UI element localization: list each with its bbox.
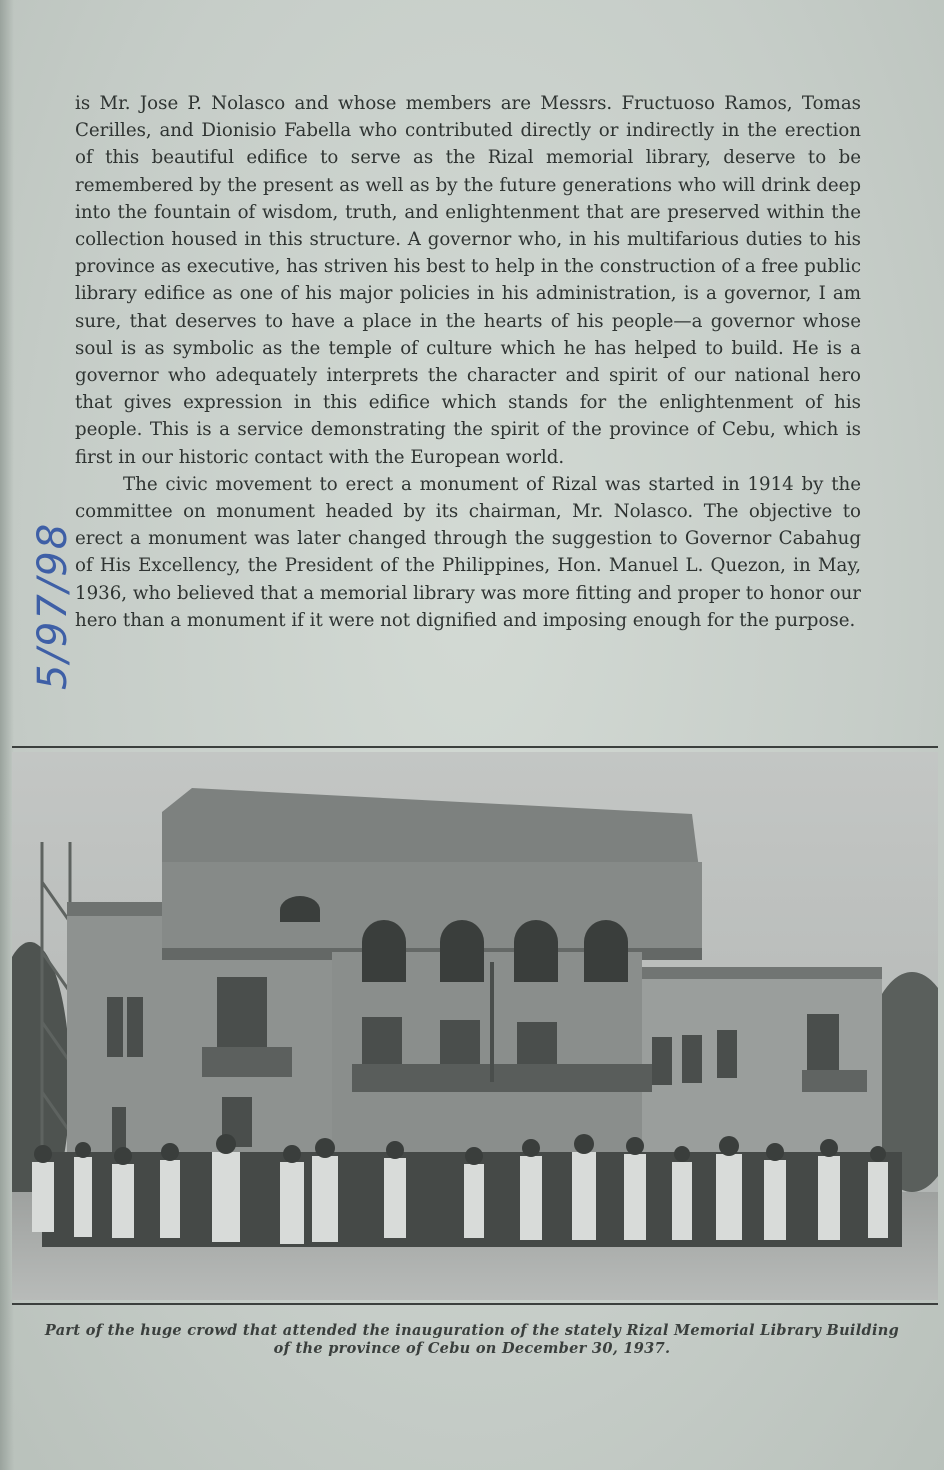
photo-top-rule [12,746,938,748]
body-text [75,90,861,634]
paragraph-1: is Mr. Jose P. Nolasco and whose members are Messrs. Fructuoso Ramos, Tomas Cerilles, and Dionisio Fabella who contributed directly or indirectly in the erection of this beautiful edifice to serve as the Rizal memorial library, deserve to be remembered by the present as well as by the future generations who will drink deep into the fountain of wisdom, truth, and enlightenment that are preserved within the collection housed in this structure. A governor who, in his multifarious duties to his province as executive, has striven his best to help in the construction of a free public library edifice as one of his major policies in his administration, is a governor, I am sure, that deserves to have a place in the hearts of his people—a governor whose soul is as symbolic as the temple of culture which he has helped to build. He is a governor who adequately interprets the character and spirit of our national hero that gives expression in this edifice which stands for the enlightenment of his people. This is a service demonstrating the spirit of the province of Cebu, which is first in our historic contact with the European world. [75,93,861,468]
photo-caption: Part of the huge crowd that attended the inauguration of the stately Rizal Memorial Library Building of the province of Cebu on December 30, 1937. [44,1322,900,1357]
paragraph-2: The civic movement to erect a monument of Rizal was started in 1914 by the committee on monument headed by its chairman, Mr. Nolasco. The objective to erect a monument was later changed through the suggestion to Governor Cabahug of His Excellency, the President of the Philippines, Hon. Manuel L. Quezon, in May, 1936, who believed that a memorial library was more fitting and proper to honor our hero than a monument if it were not dignified and imposing enough for the purpose. [75,473,861,631]
handwritten-note: 5/97/98 [30,521,76,690]
library-building-illustration [12,752,938,1300]
photo-bottom-rule [12,1303,938,1305]
library-photo [12,752,938,1300]
